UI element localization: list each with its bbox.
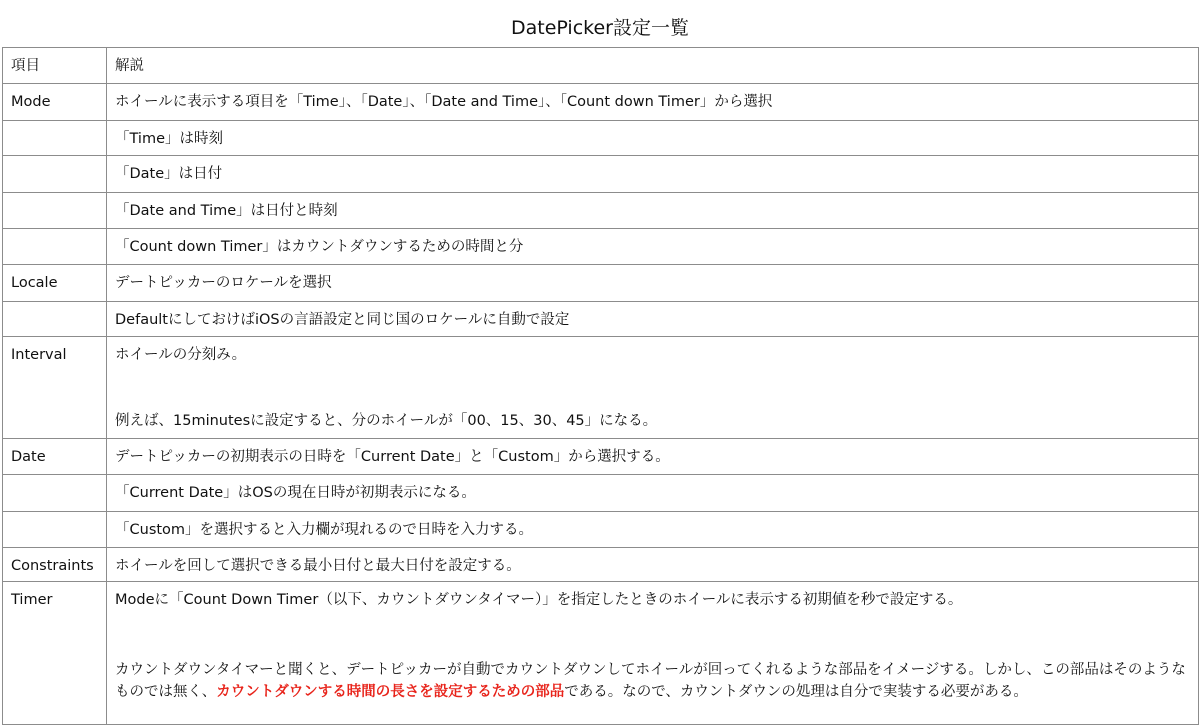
- table-row-interval: [3, 337, 1199, 439]
- settings-table: [2, 47, 1199, 725]
- desc-text: 「Current Date」はOSの現在日時が初期表示になる。: [115, 485, 476, 501]
- table-row: [3, 512, 1199, 548]
- header-item-cell: [3, 48, 107, 84]
- desc-text-constraints: ホイールを回して選択できる最小日付と最大日付を設定する。: [115, 558, 521, 574]
- item-cell-date: [3, 439, 107, 475]
- desc-text-mode: ホイールに表示する項目を「Time」、「Date」、「Date and Time」、「Count down Timer」から選択: [115, 94, 773, 110]
- desc-text-interval-line1: ホイールの分刻み。: [115, 347, 247, 363]
- item-cell-timer: [3, 582, 107, 725]
- table-row: [3, 475, 1199, 512]
- desc-cell-interval: [107, 337, 1199, 439]
- table-row-timer: [3, 582, 1199, 725]
- blank-line: [115, 388, 1192, 410]
- desc-cell-constraints: [107, 548, 1199, 582]
- desc-cell-mode: [107, 84, 1199, 121]
- item-label-interval: Interval: [11, 347, 67, 363]
- table-row: [3, 121, 1199, 156]
- blank-line: [115, 611, 1192, 635]
- table-row: [3, 229, 1199, 265]
- desc-cell-locale: [107, 265, 1199, 302]
- table-row: [3, 156, 1199, 193]
- item-cell-interval: [3, 337, 107, 439]
- item-cell-empty: [3, 121, 107, 156]
- item-label-date: Date: [11, 449, 46, 465]
- desc-text-interval-line2: 例えば、15minutesに設定すると、分のホイールが「00、15、30、45」になる。: [115, 413, 658, 429]
- item-label-constraints: Constraints: [11, 558, 94, 574]
- desc-text-timer-line1: Modeに「Count Down Timer（以下、カウントダウンタイマー）」を指定したときのホイールに表示する初期値を秒で設定する。: [115, 592, 963, 608]
- item-cell-empty: [3, 475, 107, 512]
- table-row: [3, 193, 1199, 229]
- desc-cell: [107, 512, 1199, 548]
- page-title: DatePicker設定一覧: [510, 17, 689, 39]
- timer-text-after: である。なので、カウントダウンの処理は自分で実装する必要がある。: [564, 684, 1028, 700]
- desc-cell: [107, 121, 1199, 156]
- desc-cell: [107, 302, 1199, 337]
- table-row-mode: [3, 84, 1199, 121]
- desc-cell: [107, 193, 1199, 229]
- item-cell-empty: [3, 156, 107, 193]
- timer-text-before: カウントダウンタイマーと聞くと、デートピッカーが自動でカウントダウンしてホイールが回ってくれるような部品をイメージする。しかし、この部品はそのようなものでは無く、: [115, 662, 1186, 700]
- desc-text: 「Custom」を選択すると入力欄が現れるので日時を入力する。: [115, 522, 534, 538]
- desc-text: 「Date」は日付: [115, 166, 223, 182]
- blank-line: [115, 635, 1192, 659]
- desc-cell: [107, 156, 1199, 193]
- desc-text: DefaultにしておけばiOSの言語設定と同じ国のロケールに自動で設定: [115, 312, 570, 328]
- desc-cell: [107, 229, 1199, 265]
- desc-cell: [107, 475, 1199, 512]
- desc-cell-timer: [107, 582, 1199, 725]
- table-header-row: [3, 48, 1199, 84]
- header-desc-cell: [107, 48, 1199, 84]
- header-item-label: 項目: [11, 58, 40, 74]
- item-label-mode: Mode: [11, 94, 51, 110]
- item-cell-locale: [3, 265, 107, 302]
- item-cell-constraints: [3, 548, 107, 582]
- timer-highlight-text: カウントダウンする時間の長さを設定するための部品: [216, 684, 565, 700]
- desc-cell-date: [107, 439, 1199, 475]
- desc-text-timer-line2: [115, 659, 1192, 703]
- item-label-locale: Locale: [11, 275, 58, 291]
- item-cell-empty: [3, 512, 107, 548]
- item-cell-mode: [3, 84, 107, 121]
- table-row: [3, 302, 1199, 337]
- table-row-constraints: [3, 548, 1199, 582]
- table-row-date: [3, 439, 1199, 475]
- blank-line: [115, 366, 1192, 388]
- desc-text: 「Date and Time」は日付と時刻: [115, 203, 338, 219]
- desc-text: 「Count down Timer」はカウントダウンするための時間と分: [115, 239, 524, 255]
- desc-text-date: デートピッカーの初期表示の日時を「Current Date」と「Custom」から選択する。: [115, 449, 670, 465]
- item-cell-empty: [3, 193, 107, 229]
- desc-text: 「Time」は時刻: [115, 131, 223, 147]
- item-label-timer: Timer: [11, 592, 53, 608]
- item-cell-empty: [3, 302, 107, 337]
- table-row-locale: [3, 265, 1199, 302]
- item-cell-empty: [3, 229, 107, 265]
- desc-text-locale: デートピッカーのロケールを選択: [115, 275, 332, 291]
- header-desc-label: 解説: [115, 58, 144, 74]
